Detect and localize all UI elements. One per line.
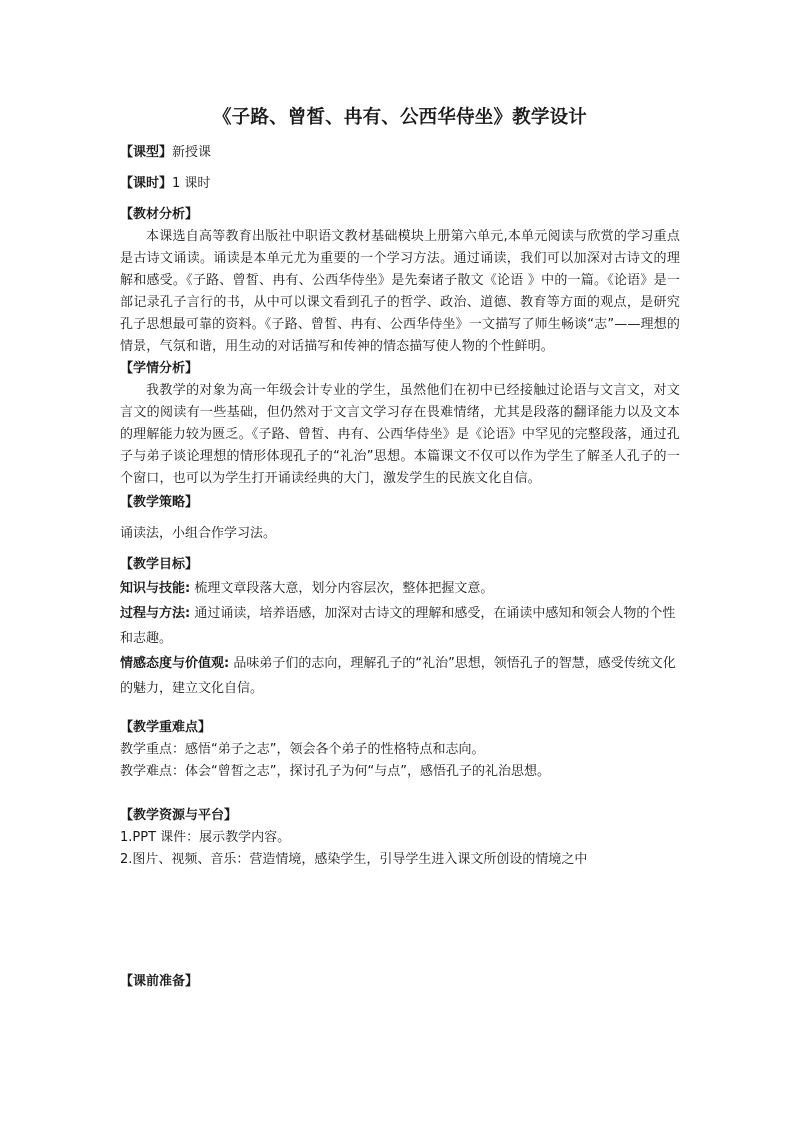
textbook-analysis-heading: 【教材分析】	[120, 207, 199, 222]
teaching-goals-heading: 【教学目标】	[120, 557, 199, 572]
document-content	[120, 104, 680, 993]
textbook-analysis-text: 本课选自高等教育出版社中职语文教材基础模块上册第六单元,本单元阅读与欣赏的学习重点是古诗文诵读。诵读是本单元尤为重要的一个学习方法。通过诵读，我们可以加深对古诗文的理解和感受。《子路、曾皙、冉有、公西华侍坐》是先秦诸子散文《论语 》中的一篇。《论语》是一部记录孔子言行的书，从中可以课文看到孔子的哲学、政治、道德、教育等方面的观点，是研究孔子思想最可靠的资料。《子路、曾皙、冉有、公西华侍坐》一文描写了师生畅谈“志”——理想的情景，气氛和谐，用生动的对话描写和传神的情态描写使人物的个性鲜明。	[120, 229, 680, 354]
goal-process	[120, 601, 680, 651]
goal-emotion-key: 情感态度与价值观:	[120, 656, 230, 671]
document-title: 《子路、曾皙、冉有、公西华侍坐》教学设计	[212, 107, 587, 128]
resource-item-2: 2.图片、视频、音乐：营造情境，感染学生，引导学生进入课文所创设的情境之中	[120, 852, 588, 867]
key-point-difficulty: 教学难点：体会“曾皙之志”，探讨孔子为何“与点”，感悟孔子的礼治思想。	[120, 764, 550, 779]
course-type-label: 【课型】	[120, 145, 173, 160]
course-type-line	[120, 142, 680, 164]
student-analysis-text: 我教学的对象为高一年级会计专业的学生，虽然他们在初中已经接触过论语与文言文，对文言文的阅读有一些基础，但仍然对于文言文学习存在畏难情绪，尤其是段落的翻译能力以及文本的理解能力较为匮乏。《子路、曾皙、冉有、公西华侍坐》是《论语》中罕见的完整段落，通过孔子与弟子谈论理想的情形体现孔子的“礼治”思想。本篇课文不仅可以作为学生了解圣人孔子的一个窗口，也可以为学生打开诵读经典的大门，激发学生的民族文化自信。	[120, 383, 680, 486]
course-type-value: 新授课	[172, 145, 212, 160]
goal-emotion-text: 品味弟子们的志向，理解孔子的“礼治”思想，领悟孔子的智慧，感受传统文化的魅力，建立文化自信。	[120, 656, 676, 696]
teaching-strategy-heading: 【教学策略】	[120, 495, 199, 510]
course-hours-line	[120, 173, 680, 195]
key-point-focus: 教学重点：感悟“弟子之志”，领会各个弟子的性格特点和志向。	[120, 742, 485, 757]
goal-knowledge-text: 梳理文章段落大意，划分内容层次，整体把握文意。	[190, 581, 494, 596]
teaching-strategy-text: 诵读法，小组合作学习法。	[120, 526, 277, 541]
course-hours-value: 1 课时	[172, 176, 211, 191]
resource-item-1: 1.PPT 课件：展示教学内容。	[120, 830, 291, 845]
goal-knowledge	[120, 576, 680, 601]
resources-heading: 【教学资源与平台】	[120, 808, 238, 823]
preparation-heading: 【课前准备】	[120, 974, 199, 989]
goal-process-text: 通过诵读，培养语感，加深对古诗文的理解和感受，在诵读中感知和领会人物的个性和志趣。	[120, 606, 676, 646]
course-hours-label: 【课时】	[120, 176, 173, 191]
goal-knowledge-key: 知识与技能:	[120, 581, 191, 596]
key-points-heading: 【教学重难点】	[120, 720, 212, 735]
goal-process-key: 过程与方法:	[120, 606, 191, 621]
student-analysis-heading: 【学情分析】	[120, 361, 199, 376]
goal-emotion	[120, 651, 680, 701]
